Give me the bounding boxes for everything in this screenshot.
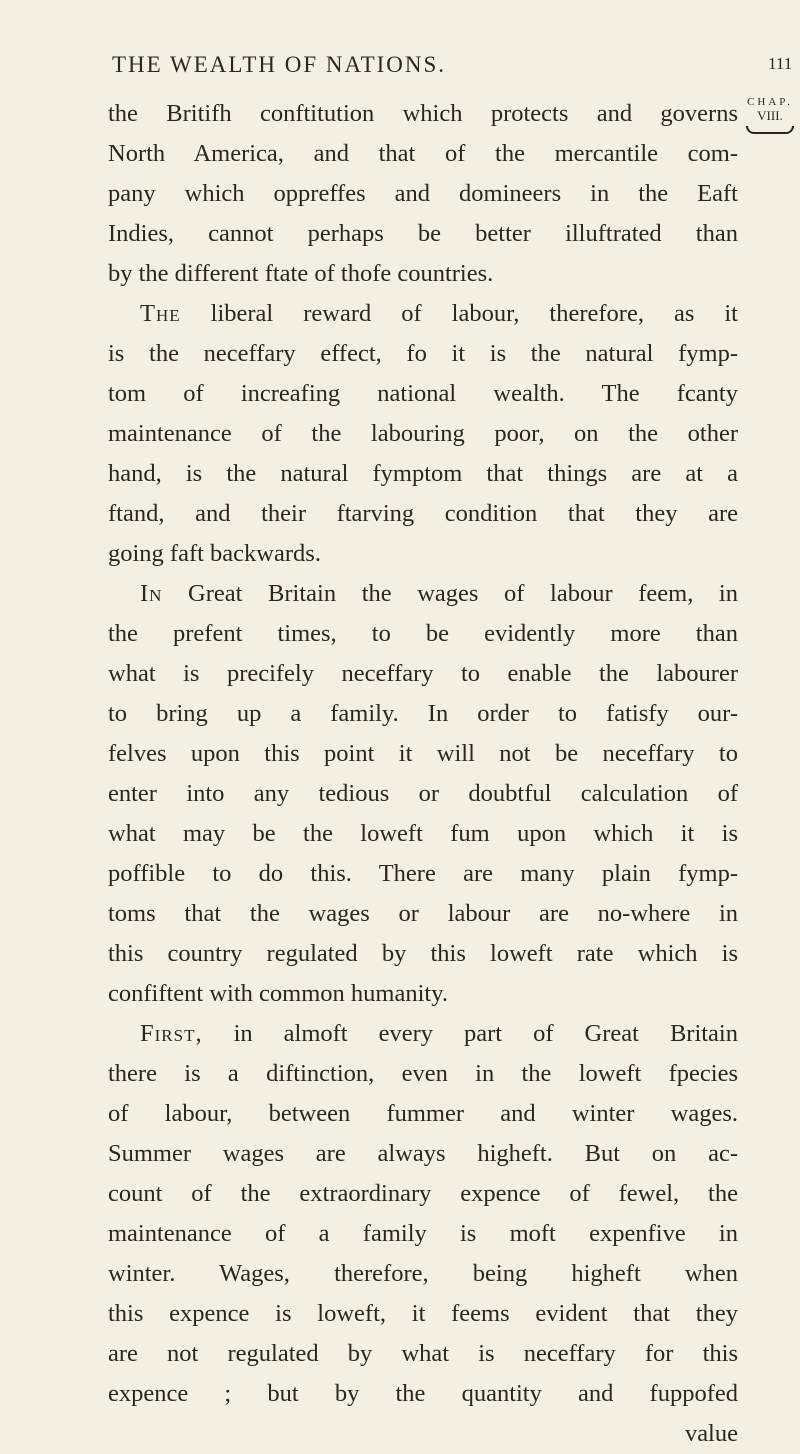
body-text — [108, 94, 738, 1454]
text-line: in almoft every part of Great Britain — [202, 1020, 738, 1047]
text-line: winter. Wages, therefore, being higheft when — [108, 1260, 738, 1287]
text-line: this country regulated by this loweft rate which is — [108, 940, 738, 967]
text-line: hand, is the natural fymptom that things are at a — [108, 460, 738, 487]
text-line: poffible to do this. There are many plain fymp- — [108, 860, 738, 887]
chapter-brace — [746, 126, 794, 134]
text-line: to bring up a family. In order to fatisfy our- — [108, 700, 738, 727]
text-line: there is a diftinction, even in the loweft fpecies — [108, 1060, 738, 1087]
text-line: pany which oppreffes and domineers in the Eaft — [108, 180, 738, 207]
text-line: ftand, and their ftarving condition that they are — [108, 500, 738, 527]
text-line: what is precifely neceffary to enable the labourer — [108, 660, 738, 687]
text-line: of labour, between fummer and winter wages. — [108, 1100, 738, 1127]
chapter-marker — [742, 97, 798, 134]
text-line: liberal reward of labour, therefore, as it — [180, 300, 738, 327]
text-line: Summer wages are always higheft. But on ac- — [108, 1140, 738, 1167]
text-line: maintenance of a family is moft expenfive in — [108, 1220, 738, 1247]
text-line: count of the extraordinary expence of fewel, the — [108, 1180, 738, 1207]
text-line: this expence is loweft, it feems evident that they — [108, 1300, 738, 1327]
chapter-label: CHAP. — [747, 96, 793, 108]
text-line: expence ; but by the quantity and fuppofed — [108, 1380, 738, 1407]
catchword: value — [684, 1420, 738, 1447]
text-line: Great Britain the wages of labour feem, in — [162, 580, 738, 607]
text-line: enter into any tedious or doubtful calculation of — [108, 780, 738, 807]
paragraph-start — [108, 294, 738, 334]
text-line: by the different ftate of thofe countries. — [108, 260, 494, 287]
text-line: Indies, cannot perhaps be better illuftrated than — [108, 220, 738, 247]
text-line: felves upon this point it will not be neceffary to — [108, 740, 738, 767]
text-line: the prefent times, to be evidently more than — [108, 620, 738, 647]
text-line: North America, and that of the mercantile com- — [108, 140, 738, 167]
chapter-number: VIII. — [757, 108, 783, 123]
paragraph-lead: First, — [140, 1020, 203, 1047]
text-line: maintenance of the labouring poor, on the other — [108, 420, 738, 447]
paragraph-lead: In — [140, 580, 163, 607]
text-line: tom of increafing national wealth. The fcanty — [108, 380, 738, 407]
text-line: what may be the loweft fum upon which it is — [108, 820, 738, 847]
text-line: is the neceffary effect, fo it is the natural fymp- — [108, 340, 738, 367]
text-line: toms that the wages or labour are no-where in — [108, 900, 738, 927]
text-line: are not regulated by what is neceffary for this — [108, 1340, 738, 1367]
text-line: the Britifh conftitution which protects and governs — [108, 100, 738, 127]
text-line: going faft backwards. — [108, 540, 321, 567]
running-head — [0, 52, 800, 92]
paragraph-start — [108, 1014, 738, 1054]
text-line: confiftent with common humanity. — [108, 980, 448, 1007]
page-number: 111 — [768, 54, 793, 73]
paragraph-lead: The — [140, 300, 181, 327]
running-title: THE WEALTH OF NATIONS. — [112, 52, 447, 77]
paragraph-start — [108, 574, 738, 614]
